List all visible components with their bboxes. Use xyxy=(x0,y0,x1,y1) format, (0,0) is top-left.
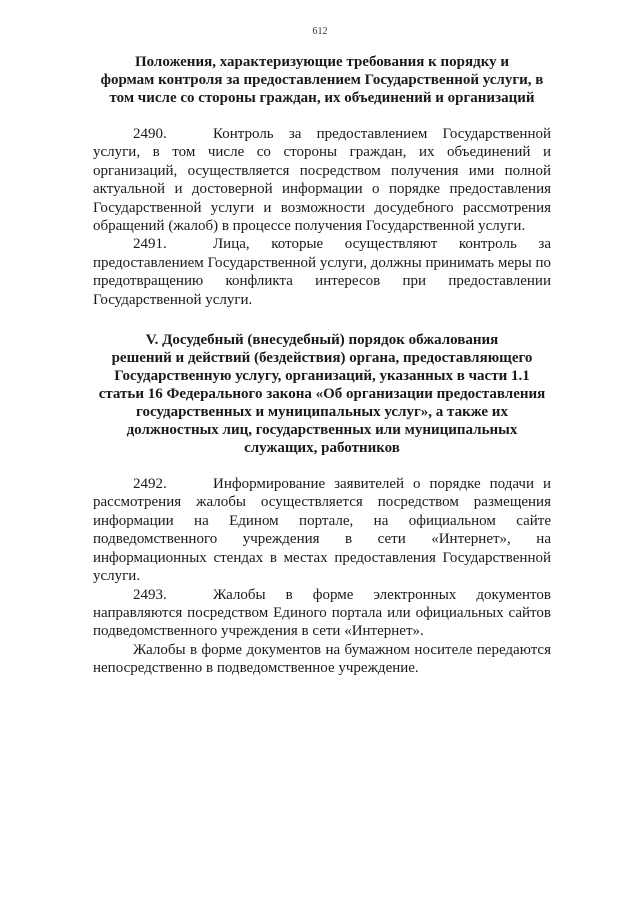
paragraph-text: Контроль за предоставлением Государственной услуги, в том числе со стороны граждан, их объединений и организаций, осуществляется посредством получения ими полной актуальной и достоверной информации о порядке предоставления Государственной услуги и возможности досудебного рассмотрения обращений (жалоб) в процессе получения Государственной услуги. xyxy=(93,126,551,235)
section-heading-appeal xyxy=(93,331,551,457)
paragraph-text: Информирование заявителей о порядке подачи и рассмотрения жалобы осуществляется посредством размещения информации на Едином портале, на официальном сайте подведомственного учреждения в сети «Интернет», на информационных стендах в местах предоставления Государственной услуги. xyxy=(93,476,551,585)
paragraph-2492 xyxy=(93,475,551,585)
heading-line: Государственную услугу, организаций, указанных в части 1.1 xyxy=(114,368,530,385)
paragraph-paper-complaints: Жалобы в форме документов на бумажном носителе передаются непосредственно в подведомственное учреждение. xyxy=(93,641,551,677)
paragraph-number: 2493. xyxy=(133,586,167,603)
paragraph-2490 xyxy=(93,125,551,235)
heading-line: государственных и муниципальных услуг», а также их xyxy=(136,404,508,421)
heading-line: служащих, работников xyxy=(244,440,400,457)
paragraph-number: 2490. xyxy=(133,126,167,142)
paragraph-2491 xyxy=(93,235,551,309)
heading-line: формам контроля за предоставлением Государственной услуги, в xyxy=(100,72,544,88)
heading-line: Положения, характеризующие требования к порядку и xyxy=(134,54,510,70)
heading-line: решений и действий (бездействия) органа, предоставляющего xyxy=(111,350,533,367)
heading-line: должностных лиц, государственных или муниципальных xyxy=(126,422,518,439)
paragraph-number: 2492. xyxy=(133,476,167,493)
paragraph-2493 xyxy=(93,586,551,641)
heading-line: статьи 16 Федерального закона «Об организации предоставления xyxy=(98,386,546,403)
paragraph-number: 2491. xyxy=(133,236,167,253)
heading-line: V. Досудебный (внесудебный) порядок обжалования xyxy=(145,332,499,349)
heading-line: том числе со стороны граждан, их объединений и организаций xyxy=(109,90,535,106)
paragraph-text: Жалобы в форме электронных документов направляются посредством Единого портала или официальных сайтов подведомственного учреждения в сети «Интернет». xyxy=(93,586,551,640)
section-heading-control xyxy=(93,53,551,107)
paragraph-text: Лица, которые осуществляют контроль за предоставлением Государственной услуги, должны принимать меры по предотвращению конфликта интересов при предоставлении Государственной услуги. xyxy=(93,236,551,308)
document-body xyxy=(93,44,551,678)
page-number: 612 xyxy=(312,26,328,37)
